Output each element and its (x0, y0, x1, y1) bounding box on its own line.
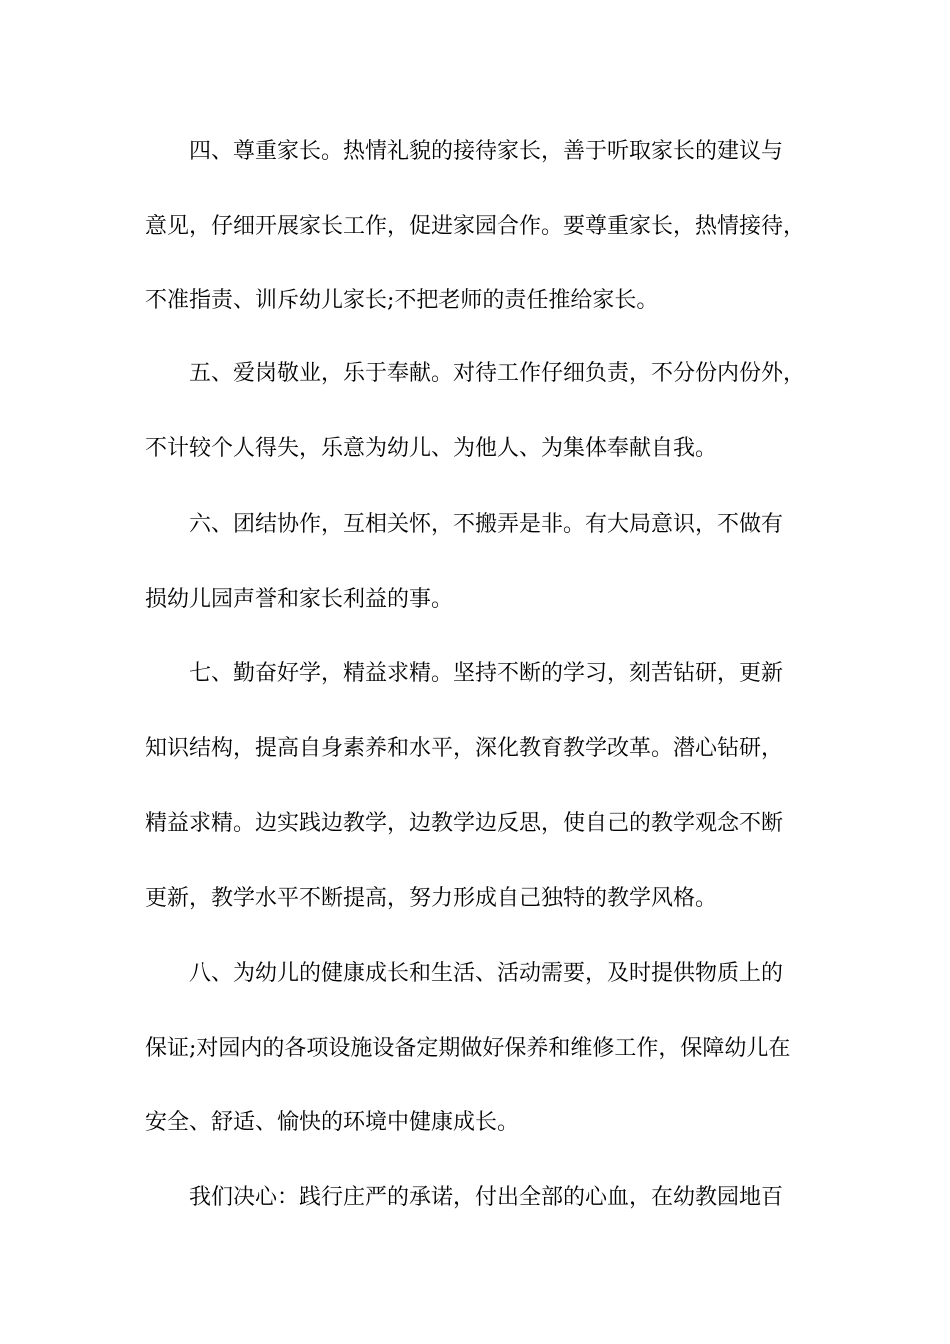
paragraph-6-line-1: 六、团结协作，互相关怀，不搬弄是非。有大局意识，不做有 (189, 512, 784, 537)
paragraph-8-line-2: 保证;对园内的各项设施设备定期做好保养和维修工作，保障幼儿在 (145, 1036, 791, 1061)
paragraph-5-line-1: 五、爱岗敬业，乐于奉献。对待工作仔细负责，不分份内份外， (189, 361, 806, 386)
paragraph-6-line-2: 损幼儿园声誉和家长利益的事。 (145, 587, 454, 612)
paragraph-7-line-1: 七、勤奋好学，精益求精。坚持不断的学习，刻苦钻研，更新 (189, 661, 784, 686)
paragraph-7-line-2: 知识结构，提高自身素养和水平，深化教育教学改革。潜心钻研， (145, 736, 784, 761)
paragraph-7-line-3: 精益求精。边实践边教学，边教学边反思，使自己的教学观念不断 (145, 811, 784, 836)
paragraph-5-line-2: 不计较个人得失，乐意为幼儿、为他人、为集体奉献自我。 (145, 436, 718, 461)
paragraph-4-line-2: 意见，仔细开展家长工作，促进家园合作。要尊重家长，热情接待， (145, 214, 806, 239)
paragraph-8-line-3: 安全、舒适、愉快的环境中健康成长。 (145, 1110, 520, 1135)
paragraph-4-line-3: 不准指责、训斥幼儿家长;不把老师的责任推给家长。 (145, 288, 659, 313)
paragraph-resolution-line-1: 我们决心：践行庄严的承诺，付出全部的心血，在幼教园地百 (189, 1185, 784, 1210)
paragraph-8-line-1: 八、为幼儿的健康成长和生活、活动需要，及时提供物质上的 (189, 961, 784, 986)
paragraph-7-line-4: 更新，教学水平不断提高，努力形成自己独特的教学风格。 (145, 886, 718, 911)
paragraph-4-line-1: 四、尊重家长。热情礼貌的接待家长，善于听取家长的建议与 (189, 139, 784, 164)
